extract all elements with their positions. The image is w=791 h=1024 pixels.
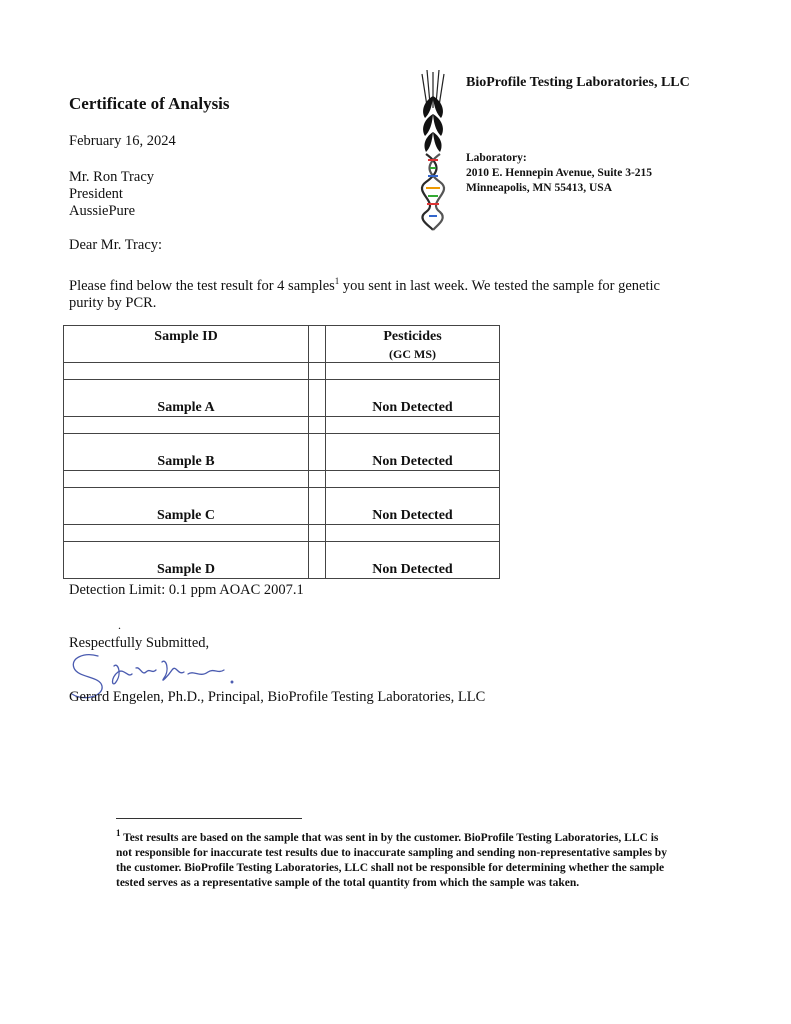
sample-id-cell: Sample A xyxy=(64,380,309,417)
footnote-marker: 1 xyxy=(116,828,121,838)
spacer-row xyxy=(64,471,500,488)
detection-limit: Detection Limit: 0.1 ppm AOAC 2007.1 xyxy=(69,582,304,598)
result-cell: Non Detected xyxy=(326,488,500,525)
spacer-row xyxy=(64,417,500,434)
lab-label: Laboratory: xyxy=(466,152,527,164)
header-pesticides xyxy=(326,326,500,363)
salutation: Dear Mr. Tracy: xyxy=(69,237,163,253)
recipient-name: Mr. Ron Tracy xyxy=(69,169,155,185)
sample-id-cell: Sample C xyxy=(64,488,309,525)
footnote-divider xyxy=(116,818,302,819)
signer-line: Gerard Engelen, Ph.D., Principal, BioProfile Testing Laboratories, LLC xyxy=(69,689,486,705)
wheat-dna-logo-icon xyxy=(413,68,453,232)
closing: Respectfully Submitted, xyxy=(69,635,210,651)
intro-text-start: Please find below the test result for 4 samples xyxy=(69,277,335,294)
recipient-block xyxy=(69,169,154,220)
result-cell: Non Detected xyxy=(326,380,500,417)
header-pesticides-method: (GC MS) xyxy=(389,347,436,361)
table-row xyxy=(64,542,500,579)
company-name: BioProfile Testing Laboratories, LLC xyxy=(466,75,690,90)
table-row xyxy=(64,380,500,417)
stray-dot: . xyxy=(118,618,121,632)
lab-address-line2: Minneapolis, MN 55413, USA xyxy=(466,182,612,194)
footnote-ref: 1 xyxy=(334,276,340,286)
results-table xyxy=(63,325,500,579)
lab-address xyxy=(466,151,652,196)
table-row xyxy=(64,488,500,525)
spacer-row xyxy=(64,525,500,542)
letter-date: February 16, 2024 xyxy=(69,133,176,149)
footnote xyxy=(116,826,676,891)
recipient-title: President xyxy=(69,186,123,202)
recipient-company: AussiePure xyxy=(69,203,136,219)
header-pesticides-label: Pesticides xyxy=(383,329,442,344)
lab-address-line1: 2010 E. Hennepin Avenue, Suite 3-215 xyxy=(466,167,653,179)
result-cell: Non Detected xyxy=(326,434,500,471)
header-sample-id: Sample ID xyxy=(64,326,309,363)
result-cell: Non Detected xyxy=(326,542,500,579)
table-row xyxy=(64,434,500,471)
footnote-text: Test results are based on the sample that was sent in by the customer. BioProfile Testing Laboratories, LLC is not responsible for inaccurate test results due to inaccurate sampling and sending non-representative samples by the customer. BioProfile Testing Laboratories, LLC shall not be responsible for determining whether the sample tested serves as a representative sample of the total quantity from which the sample was taken. xyxy=(116,831,667,889)
sample-id-cell: Sample D xyxy=(64,542,309,579)
intro-text-end: you sent in last week. We tested the sample for genetic purity by PCR. xyxy=(69,277,660,311)
document-title: Certificate of Analysis xyxy=(69,94,230,113)
sample-id-cell: Sample B xyxy=(64,434,309,471)
table-header-row xyxy=(64,326,500,363)
intro-paragraph xyxy=(69,273,669,312)
spacer-row xyxy=(64,363,500,380)
